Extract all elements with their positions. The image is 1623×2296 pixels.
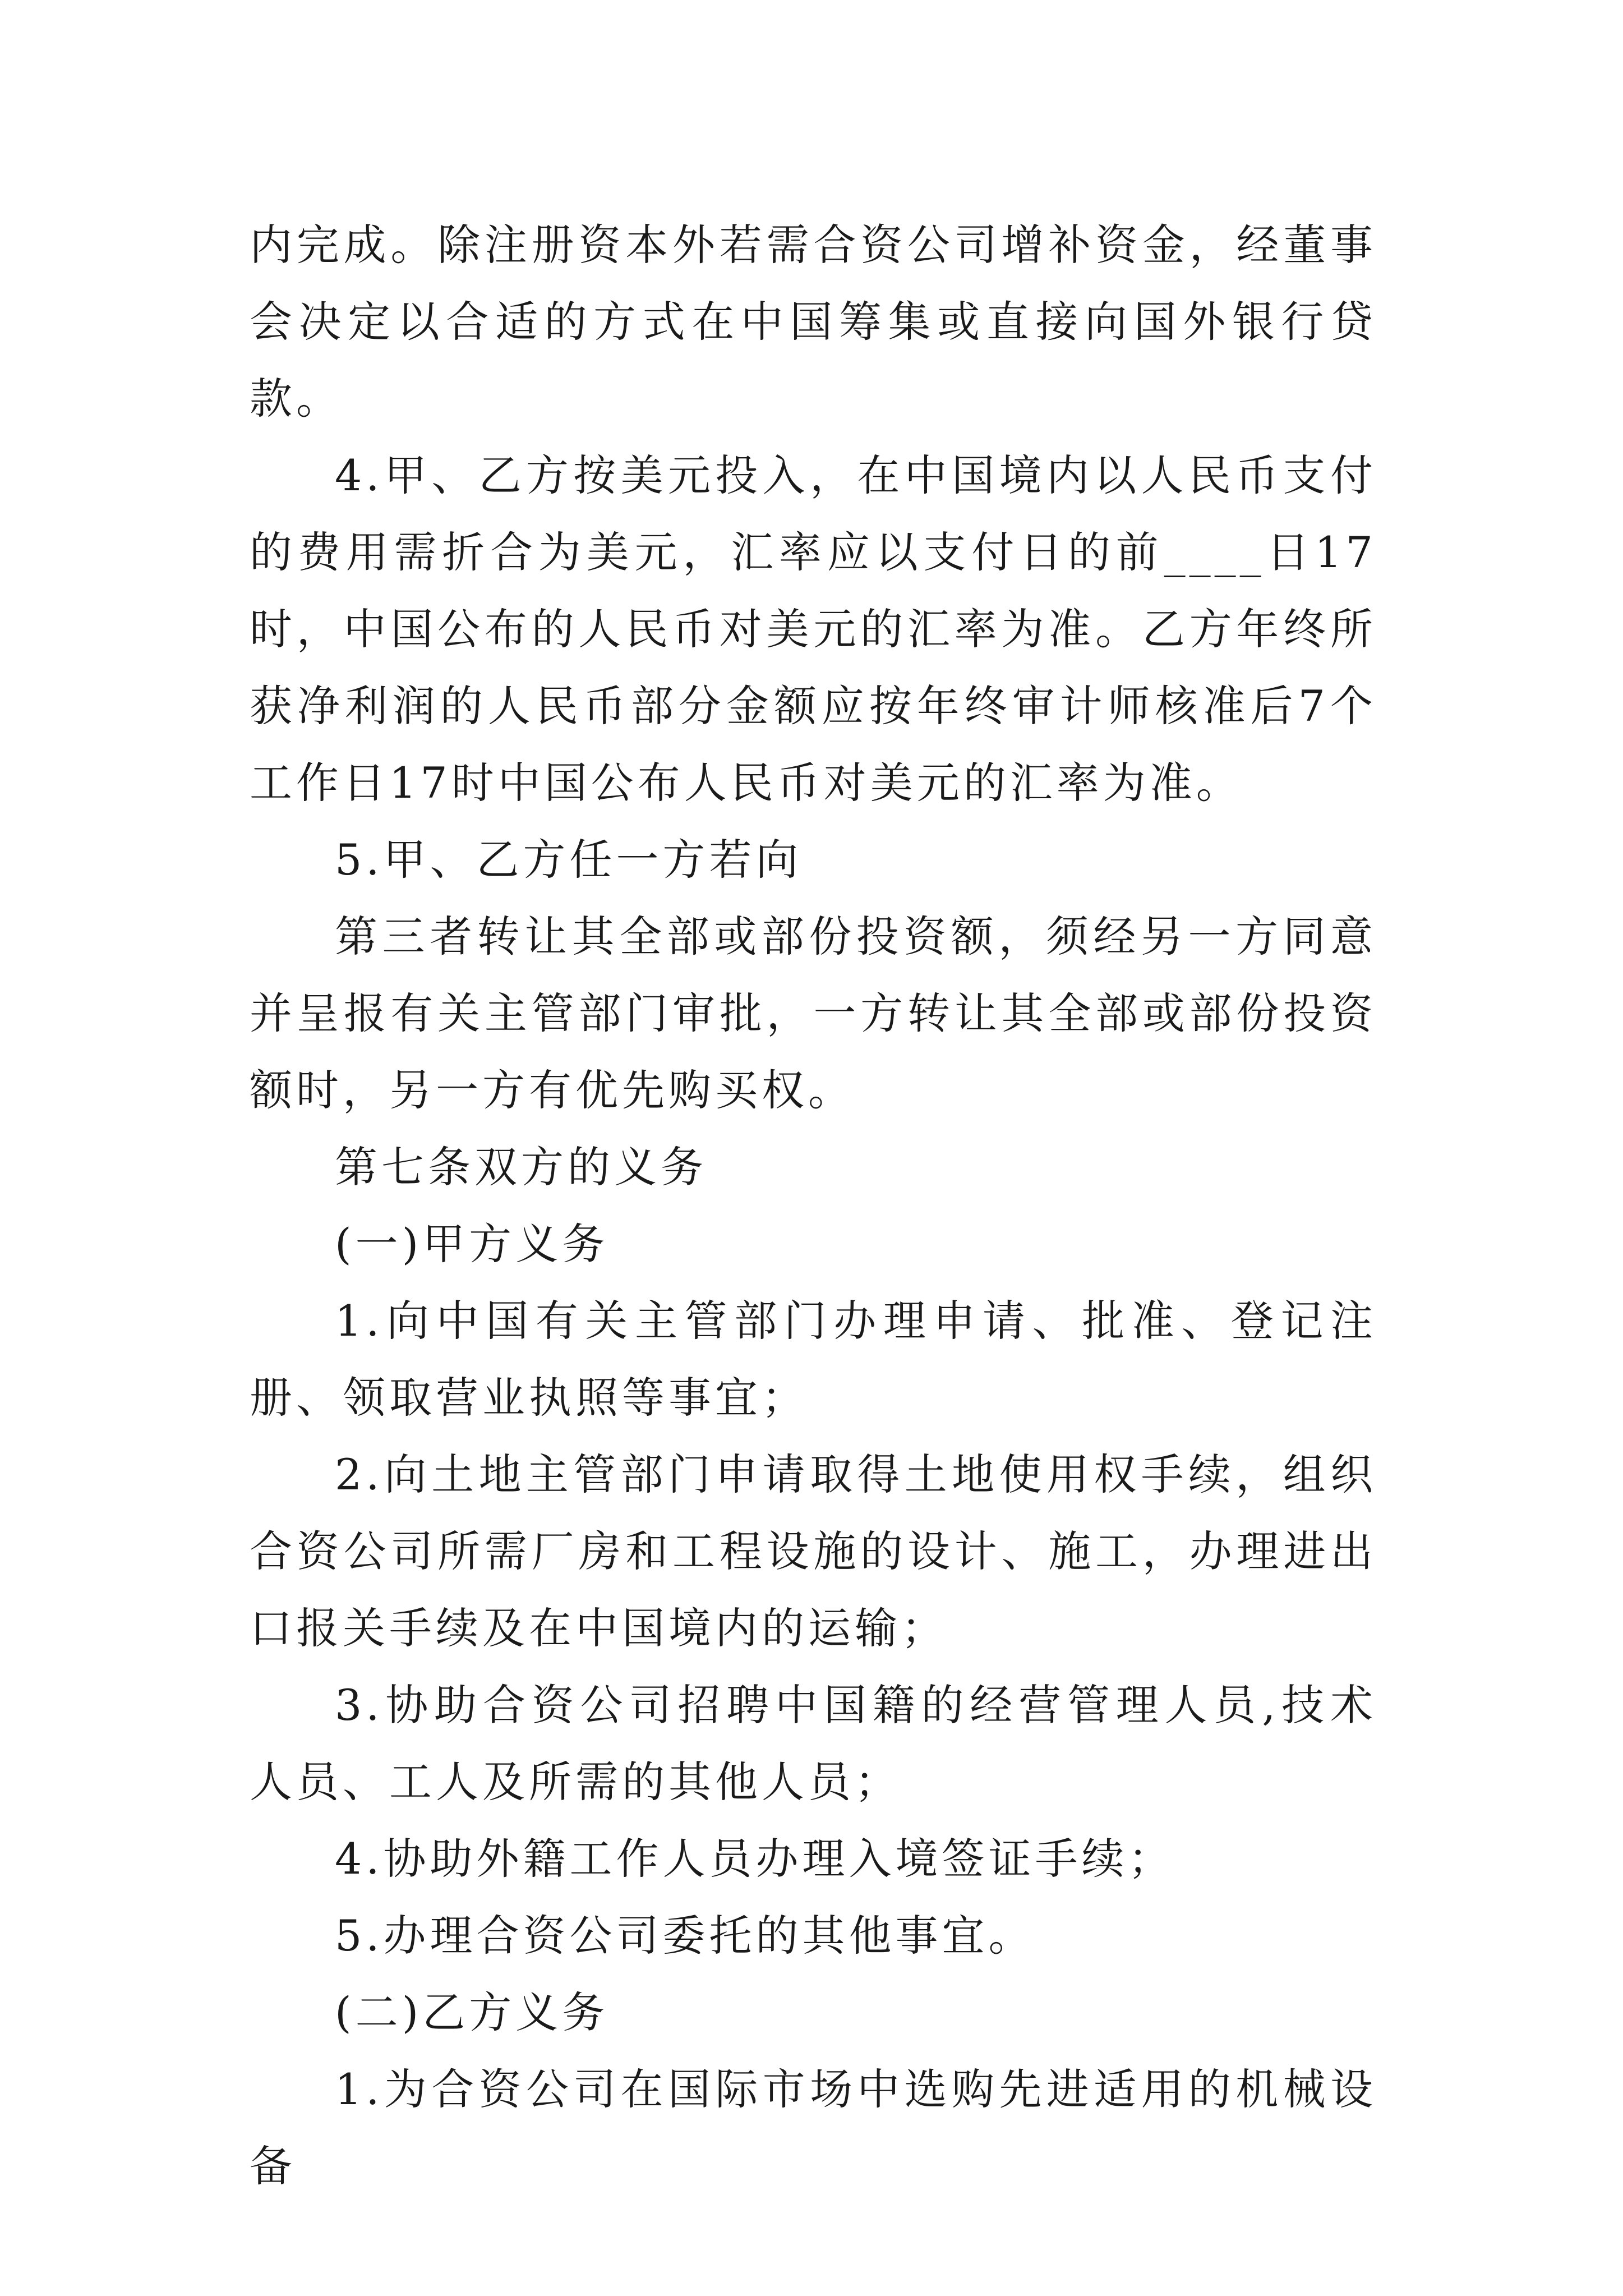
party-a-duty-1: 1.向中国有关主管部门办理申请、批准、登记注册、领取营业执照等事宜； xyxy=(250,1296,1377,1423)
party-a-duties-heading: (一)甲方义务 xyxy=(335,1219,609,1269)
paragraph-exchange-rate: 4.甲、乙方按美元投入，在中国境内以人民币支付的费用需折合为美元，汇率应以支付日的前____日17时，中国公布的人民币对美元的汇率为准。乙方年终所获净利润的人民币部分金额应按年终审计师核准后7个工作日17时中国公布人民币对美元的汇率为准。 xyxy=(250,450,1377,808)
paragraph-transfer-intro: 5.甲、乙方任一方若向 xyxy=(335,835,803,885)
document-body xyxy=(250,206,1377,2205)
party-a-duty-2: 2.向土地主管部门申请取得土地使用权手续，组织合资公司所需厂房和工程设施的设计、施工，办理进出口报关手续及在中国境内的运输； xyxy=(250,1450,1377,1653)
party-b-duty-1: 1.为合资公司在国际市场中选购先进适用的机械设备 xyxy=(250,2064,1377,2191)
party-a-duty-3: 3.协助合资公司招聘中国籍的经营管理人员,技术人员、工人及所需的其他人员； xyxy=(250,1680,1377,1807)
party-a-duty-5: 5.办理合资公司委托的其他事宜。 xyxy=(335,1911,1035,1961)
paragraph-transfer-terms: 第三者转让其全部或部份投资额，须经另一方同意并呈报有关主管部门审批，一方转让其全部或部份投资额时，另一方有优先购买权。 xyxy=(250,912,1377,1115)
party-b-duties-heading: (二)乙方义务 xyxy=(335,1987,609,2037)
article-seven-heading: 第七条双方的义务 xyxy=(335,1142,707,1192)
party-a-duty-4: 4.协助外籍工作人员办理入境签证手续； xyxy=(335,1834,1175,1884)
paragraph-capital-completion: 内完成。除注册资本外若需合资公司增补资金，经董事会决定以合适的方式在中国筹集或直接向国外银行贷款。 xyxy=(250,220,1377,424)
